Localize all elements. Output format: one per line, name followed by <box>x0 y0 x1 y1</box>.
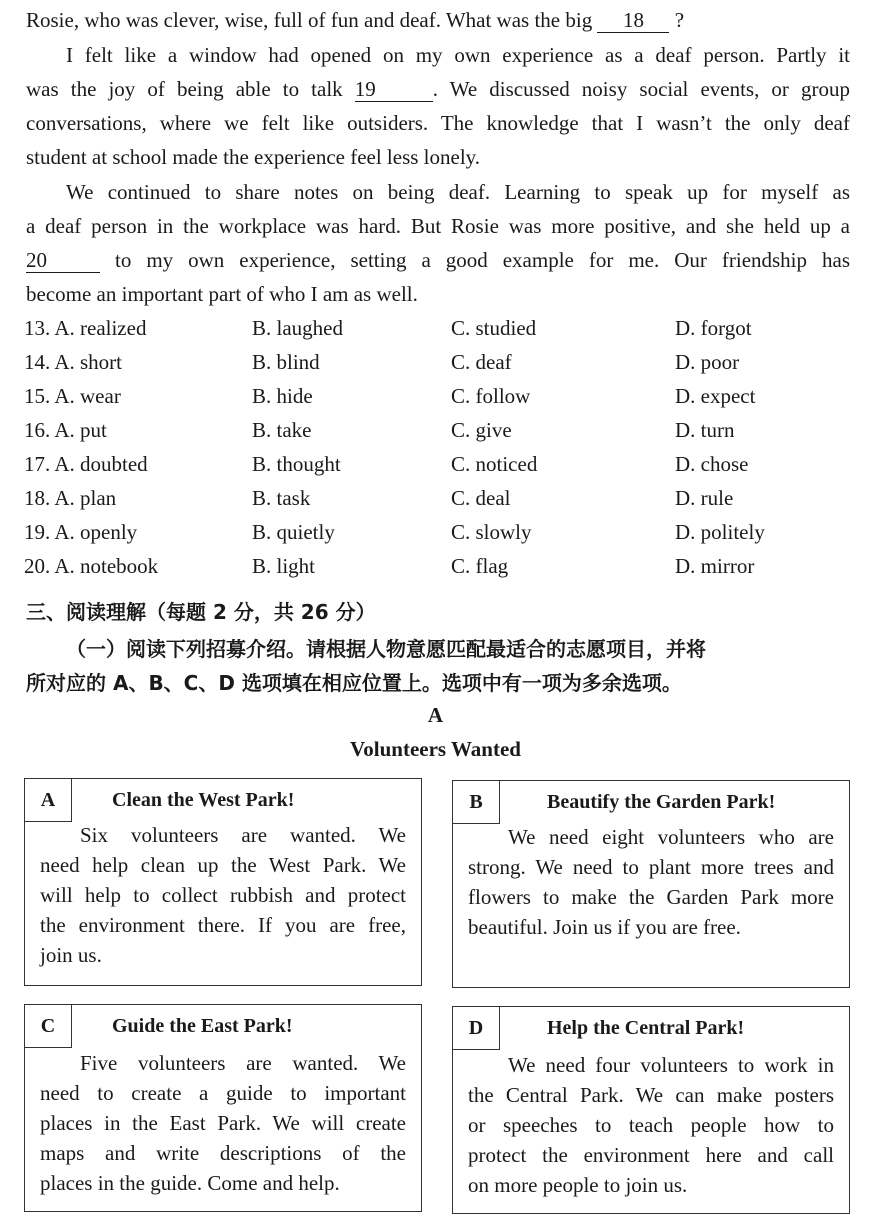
passage-text: Rosie, who was clever, wise, full of fun and deaf. What was the big <box>26 8 593 32</box>
option-17-c: C. noticed <box>451 452 538 476</box>
option-16-b: B. take <box>252 418 312 442</box>
box-line: Six volunteers are wanted. We <box>80 823 406 847</box>
option-13-b: B. laughed <box>252 316 343 340</box>
volunteer-box-d <box>452 1006 850 1214</box>
box-title-b: Beautify the Garden Park! <box>547 791 776 813</box>
passage-line-6: We continued to share notes on being deaf. Learning to speak up for myself as <box>66 180 850 204</box>
option-17-b: B. thought <box>252 452 341 476</box>
option-14-d: D. poor <box>675 350 740 374</box>
box-line: places in the East Park. We will create <box>40 1111 406 1135</box>
passage-line-7: a deaf person in the workplace was hard. But Rosie was more positive, and she held up a <box>26 214 850 238</box>
option-14-a: 14. A. short <box>24 350 123 374</box>
passage-text: was the joy of being able to talk <box>26 77 343 101</box>
box-line: maps and write descriptions of the <box>40 1141 406 1165</box>
option-15-a: 15. A. wear <box>24 384 121 408</box>
box-line: protect the environment here and call <box>468 1143 834 1167</box>
option-18-c: C. deal <box>451 486 511 510</box>
option-19-c: C. slowly <box>451 520 532 544</box>
passage-line-9: become an important part of who I am as well. <box>26 282 418 306</box>
option-16-c: C. give <box>451 418 512 442</box>
option-18-d: D. rule <box>675 486 734 510</box>
passage-line-5: student at school made the experience feel less lonely. <box>26 145 481 169</box>
box-body-d <box>468 1050 834 1200</box>
passage-line-4: conversations, where we felt like outsiders. The knowledge that I wasn’t the only deaf <box>26 111 850 135</box>
section-heading: 三、阅读理解（每题 2 分，共 26 分） <box>26 600 376 624</box>
option-14-c: C. deaf <box>451 350 512 374</box>
passage-line-2: I felt like a window had opened on my own experience as a deaf person. Partly it <box>66 43 850 67</box>
blank-20: 20 <box>26 248 100 273</box>
box-line: Five volunteers are wanted. We <box>80 1051 406 1075</box>
option-13-c: C. studied <box>451 316 537 340</box>
box-title-d: Help the Central Park! <box>547 1017 745 1039</box>
box-line: or speeches to teach people how to <box>468 1113 834 1137</box>
box-tag-c: C <box>25 1005 72 1048</box>
passage-title: Volunteers Wanted <box>350 737 521 761</box>
passage-line-3 <box>26 72 850 106</box>
box-tag-d: D <box>453 1007 500 1050</box>
box-line: the environment there. If you are free, <box>40 913 406 937</box>
part-label: A <box>427 703 444 727</box>
option-13-a: 13. A. realized <box>24 316 147 340</box>
option-20-c: C. flag <box>451 554 509 578</box>
option-20-d: D. mirror <box>675 554 755 578</box>
option-16-d: D. turn <box>675 418 735 442</box>
box-line: will help to collect rubbish and protect <box>40 883 406 907</box>
option-20-a: 20. A. notebook <box>24 554 159 578</box>
option-17-a: 17. A. doubted <box>24 452 148 476</box>
option-19-b: B. quietly <box>252 520 335 544</box>
section-instruction-2: 所对应的 A、B、C、D 选项填在相应位置上。选项中有一项为多余选项。 <box>26 671 682 695</box>
box-line: on more people to join us. <box>468 1173 688 1197</box>
option-15-c: C. follow <box>451 384 531 408</box>
box-title-c: Guide the East Park! <box>112 1015 293 1037</box>
volunteer-box-a <box>24 778 422 986</box>
passage-text: to my own experience, setting a good example for me. Our friendship has <box>115 248 850 272</box>
blank-18: 18 <box>597 8 669 33</box>
box-tag-a: A <box>25 779 72 822</box>
volunteer-box-c <box>24 1004 422 1212</box>
box-line: the Central Park. We can make posters <box>468 1083 834 1107</box>
box-line: join us. <box>40 943 102 967</box>
option-20-b: B. light <box>252 554 316 578</box>
option-19-d: D. politely <box>675 520 765 544</box>
option-16-a: 16. A. put <box>24 418 107 442</box>
passage-line-1 <box>26 3 850 37</box>
option-17-d: D. chose <box>675 452 749 476</box>
option-19-a: 19. A. openly <box>24 520 138 544</box>
box-line: flowers to make the Garden Park more <box>468 885 834 909</box>
passage-line-8 <box>26 243 850 277</box>
option-18-a: 18. A. plan <box>24 486 117 510</box>
option-15-b: B. hide <box>252 384 313 408</box>
passage-text: ? <box>674 8 685 32</box>
option-18-b: B. task <box>252 486 311 510</box>
option-13-d: D. forgot <box>675 316 752 340</box>
box-line: strong. We need to plant more trees and <box>468 855 834 879</box>
section-instruction-1: （一）阅读下列招募介绍。请根据人物意愿匹配最适合的志愿项目，并将 <box>66 637 706 661</box>
box-line: We need eight volunteers who are <box>508 825 834 849</box>
box-line: need help clean up the West Park. We <box>40 853 406 877</box>
box-title-a: Clean the West Park! <box>112 789 295 811</box>
box-line: need to create a guide to important <box>40 1081 406 1105</box>
box-line: We need four volunteers to work in <box>508 1053 834 1077</box>
volunteer-box-b <box>452 780 850 988</box>
box-body-b <box>468 822 834 942</box>
option-14-b: B. blind <box>252 350 320 374</box>
box-line: places in the guide. Come and help. <box>40 1171 340 1195</box>
box-line: beautiful. Join us if you are free. <box>468 915 741 939</box>
box-body-a <box>40 820 406 970</box>
option-15-d: D. expect <box>675 384 756 408</box>
box-tag-b: B <box>453 781 500 824</box>
passage-text: . We discussed noisy social events, or group <box>432 77 851 101</box>
blank-19: 19 <box>355 77 433 102</box>
box-body-c <box>40 1048 406 1198</box>
